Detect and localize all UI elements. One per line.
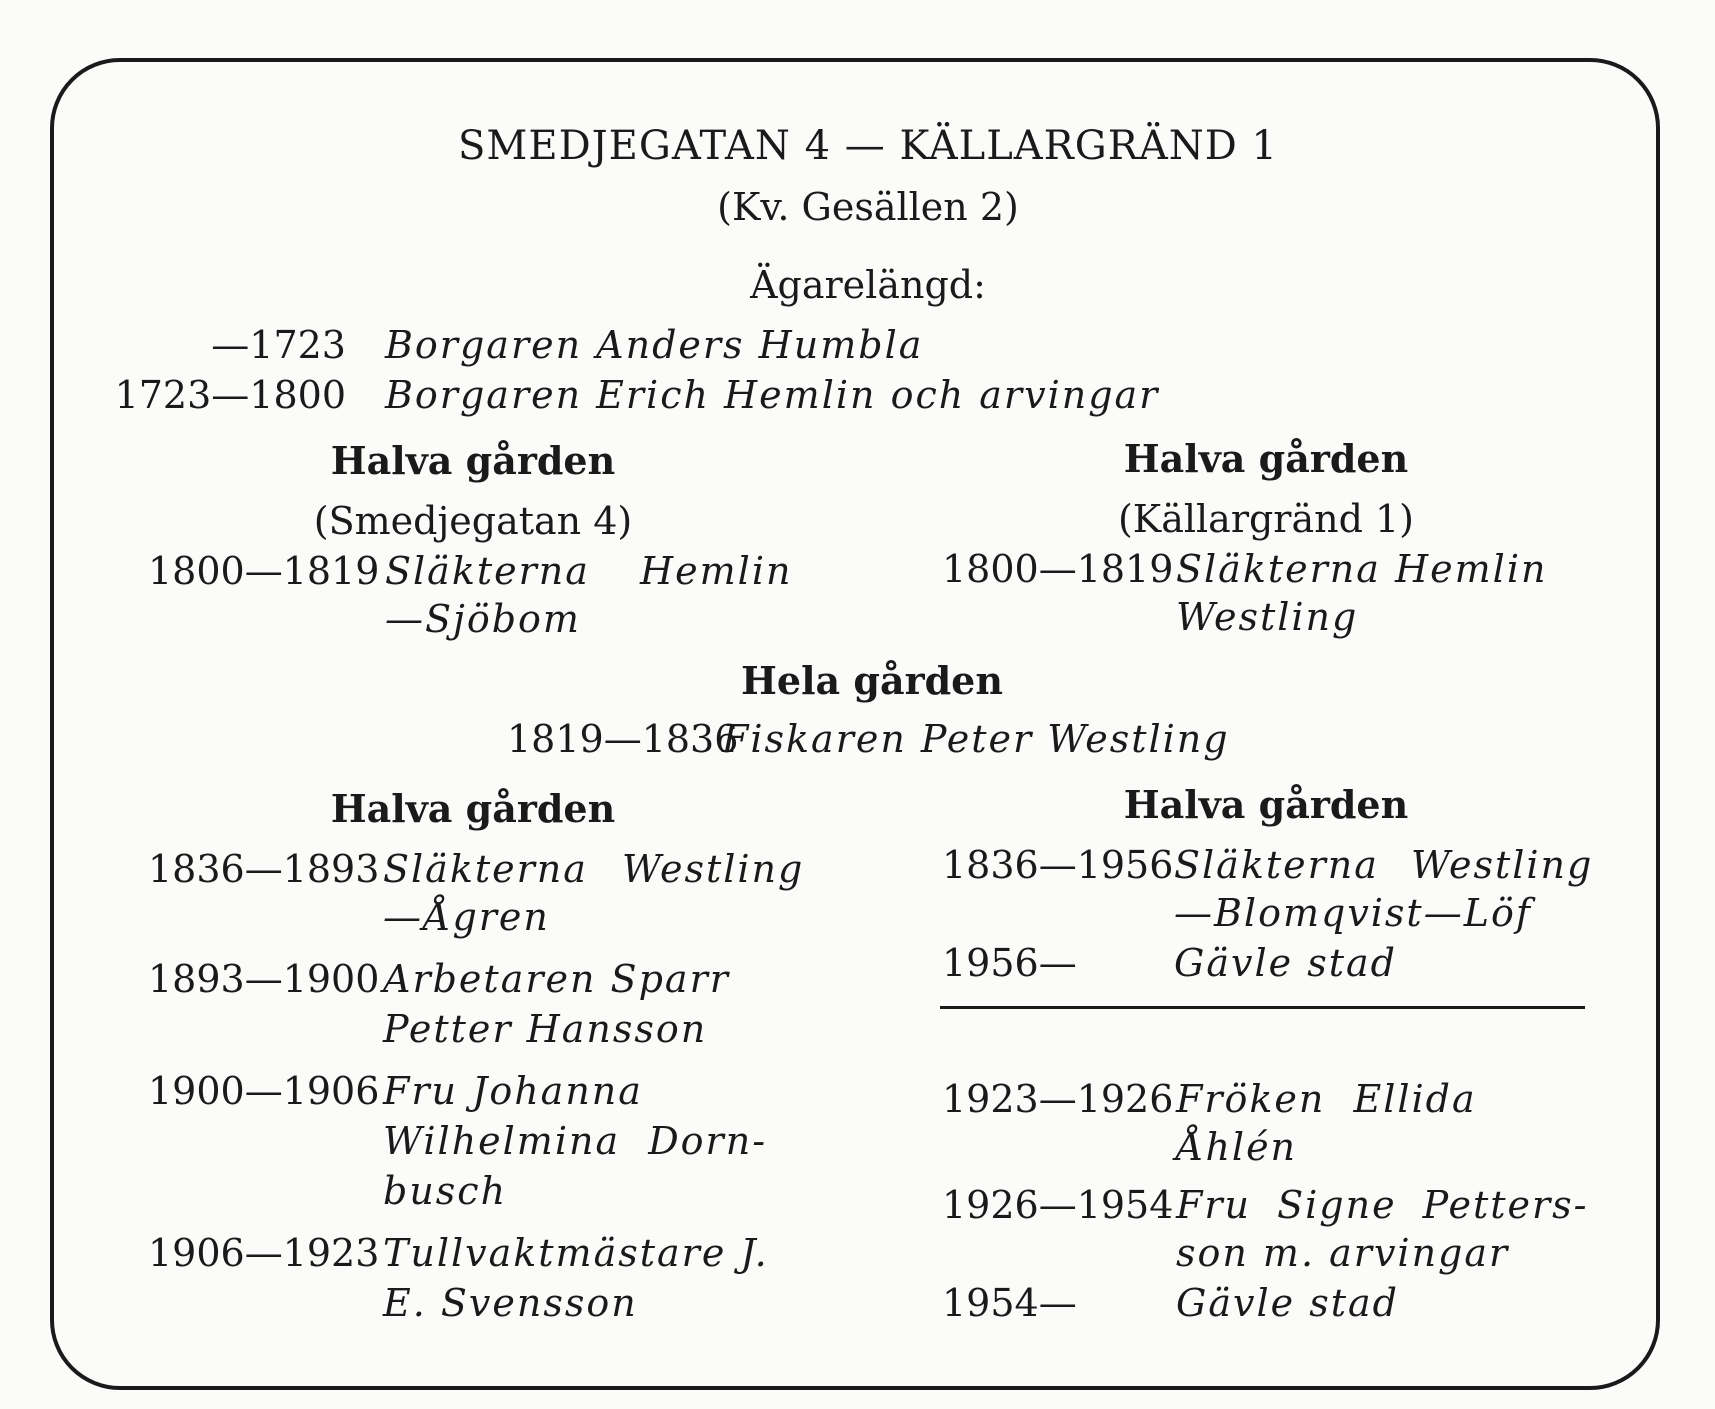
split1-left-line-1: Släkterna Hemlin — [385, 549, 793, 593]
page-subtitle: (Kv. Gesällen 2) — [717, 185, 1019, 229]
split2-right-years-1: 1836—1956 — [942, 843, 1174, 887]
split2-left-line-3-3: busch — [383, 1169, 508, 1213]
whole-name: Fiskaren Peter Westling — [722, 717, 1230, 761]
split2-right-line-3-1: Fröken Ellida — [1176, 1077, 1477, 1121]
split2-left-line-1-2: —Ågren — [383, 895, 550, 939]
split2-left-line-3-2: Wilhelmina Dorn- — [383, 1119, 768, 1163]
whole-heading: Hela gården — [741, 658, 1003, 703]
split1-left-heading: Halva gården — [330, 438, 616, 483]
split2-right-line-1-1: Släkterna Westling — [1174, 843, 1594, 887]
split1-left-years: 1800—1819 — [148, 549, 380, 593]
split2-right-years-4: 1926—1954 — [942, 1183, 1174, 1227]
split2-right-line-4-2: son m. arvingar — [1176, 1231, 1510, 1275]
split2-right-years-2: 1956— — [942, 941, 1077, 985]
split2-left-line-1-1: Släkterna Westling — [383, 847, 805, 891]
split2-right-years-3: 1923—1926 — [942, 1077, 1174, 1121]
split1-right-subheading: (Källargränd 1) — [1117, 497, 1415, 541]
split1-left-line-2: —Sjöbom — [385, 597, 581, 641]
split2-left-years-2: 1893—1900 — [148, 957, 380, 1001]
split2-right-years-5: 1954— — [942, 1281, 1077, 1325]
split2-right-line-2-1: Gävle stad — [1174, 941, 1397, 985]
split2-left-years-1: 1836—1893 — [148, 847, 380, 891]
split2-left-line-3-1: Fru Johanna — [383, 1069, 643, 1113]
split2-left-heading: Halva gården — [330, 786, 616, 831]
split2-left-line-2-2: Petter Hansson — [383, 1007, 708, 1051]
section-divider — [940, 1006, 1585, 1009]
split1-right-line-2: Westling — [1176, 595, 1359, 639]
split2-left-years-3: 1900—1906 — [148, 1069, 380, 1113]
split1-right-heading: Halva gården — [1123, 436, 1409, 481]
split2-left-years-4: 1906—1923 — [148, 1231, 380, 1275]
split2-right-line-4-1: Fru Signe Petters- — [1176, 1183, 1589, 1227]
intro-name-2: Borgaren Erich Hemlin och arvingar — [385, 373, 1160, 417]
intro-years-1: —1723 — [211, 323, 346, 367]
split2-right-line-3-2: Åhlén — [1176, 1125, 1298, 1169]
intro-name-1: Borgaren Anders Humbla — [385, 323, 924, 367]
split1-right-line-1: Släkterna Hemlin — [1176, 547, 1548, 591]
split2-left-line-4-2: E. Svensson — [383, 1281, 638, 1325]
split1-left-subheading: (Smedjegatan 4) — [313, 499, 633, 543]
intro-years-2: 1723—1800 — [114, 373, 346, 417]
owners-heading: Ägarelängd: — [750, 263, 986, 307]
split2-right-line-1-2: —Blomqvist—Löf — [1174, 891, 1532, 935]
split2-right-line-5-1: Gävle stad — [1176, 1281, 1399, 1325]
page-title: SMEDJEGATAN 4 — KÄLLARGRÄND 1 — [458, 123, 1278, 169]
split2-left-line-2-1: Arbetaren Sparr — [383, 957, 730, 1001]
split2-left-line-4-1: Tullvaktmästare J. — [383, 1231, 769, 1275]
split1-right-years: 1800—1819 — [942, 547, 1174, 591]
whole-years: 1819—1836 — [507, 717, 739, 761]
split2-right-heading: Halva gården — [1123, 782, 1409, 827]
